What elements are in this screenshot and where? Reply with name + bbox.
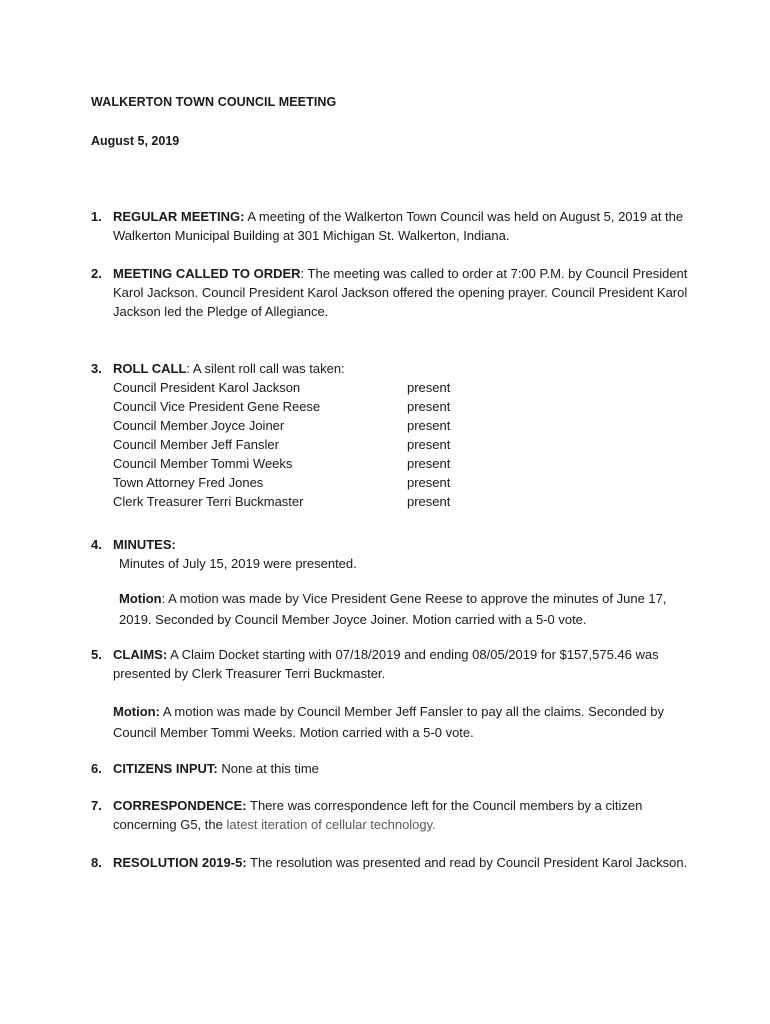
item-heading: CORRESPONDENCE: (113, 798, 247, 813)
motion-label: Motion (119, 591, 162, 606)
roll-call-list (113, 378, 691, 511)
roll-name: Clerk Treasurer Terri Buckmaster (113, 494, 304, 509)
roll-name: Council Member Jeff Fansler (113, 437, 279, 452)
item-number: 1. (91, 209, 102, 224)
item-number: 2. (91, 266, 102, 281)
roll-status: present (407, 380, 451, 395)
item-body (113, 359, 691, 378)
roll-status: present (407, 418, 451, 433)
roll-status: present (407, 494, 451, 509)
item-heading: MEETING CALLED TO ORDER (113, 266, 301, 281)
item-number: 4. (91, 537, 102, 552)
item-number: 7. (91, 798, 102, 813)
minutes-motion (119, 588, 689, 630)
item-number: 3. (91, 361, 102, 376)
item-body (113, 759, 691, 778)
item-text: A meeting of the Walkerton Town Council was held on August 5, 2019 at the Walkerton Municipal Building at 301 Michigan St. Walkerton, Indiana. (113, 209, 684, 243)
roll-row (113, 397, 691, 416)
item-minutes (91, 535, 691, 630)
item-number: 8. (91, 855, 102, 870)
minutes-text: Minutes of July 15, 2019 were presented. (119, 556, 357, 571)
roll-name: Council President Karol Jackson (113, 380, 301, 395)
item-claims (91, 645, 691, 743)
item-heading: REGULAR MEETING: (113, 209, 245, 224)
roll-row (113, 492, 691, 511)
item-body (113, 264, 691, 321)
item-text: A Claim Docket starting with 07/18/2019 and ending 08/05/2019 for $157,575.46 was presented by Clerk Treasurer Terri Buckmaster. (113, 647, 659, 681)
roll-row (113, 435, 691, 454)
item-resolution (91, 853, 691, 872)
item-body (113, 645, 691, 683)
item-regular-meeting (91, 207, 691, 245)
item-body (113, 853, 691, 872)
item-text: : The meeting was called to order at 7:00 P.M. by Council President Karol Jackson. Council President Karol Jackson offered the opening prayer. Council President Karol Jackson led the Pledge of Allegiance. (113, 266, 688, 319)
roll-row (113, 416, 691, 435)
motion-text: : A motion was made by Vice President Gene Reese to approve the minutes of June 17, 2019. Seconded by Council Member Joyce Joiner. Motion carried with a 5-0 vote. (119, 591, 667, 627)
item-text-muted: latest iteration of cellular technology. (226, 817, 436, 832)
item-number: 6. (91, 761, 102, 776)
item-roll-call (91, 359, 691, 511)
item-heading: RESOLUTION 2019-5: (113, 855, 247, 870)
item-heading: MINUTES: (113, 537, 176, 552)
item-heading: CITIZENS INPUT: (113, 761, 218, 776)
motion-text: A motion was made by Council Member Jeff Fansler to pay all the claims. Seconded by Council Member Tommi Weeks. Motion carried with a 5-0 vote. (113, 704, 665, 740)
item-heading: ROLL CALL (113, 361, 187, 376)
roll-name: Council Member Tommi Weeks (113, 456, 293, 471)
meeting-date: August 5, 2019 (91, 134, 180, 148)
roll-name: Town Attorney Fred Jones (113, 475, 264, 490)
item-body (113, 796, 691, 834)
item-heading: CLAIMS: (113, 647, 168, 662)
document-title: WALKERTON TOWN COUNCIL MEETING (91, 95, 337, 109)
item-body (113, 535, 691, 554)
roll-row (113, 454, 691, 473)
item-body (113, 207, 691, 245)
item-meeting-called-to-order (91, 264, 691, 321)
roll-status: present (407, 456, 451, 471)
roll-status: present (407, 399, 451, 414)
roll-status: present (407, 437, 451, 452)
item-text: : A silent roll call was taken: (186, 361, 345, 376)
roll-row (113, 378, 691, 397)
motion-label: Motion: (113, 704, 160, 719)
roll-status: present (407, 475, 451, 490)
item-citizens-input (91, 759, 691, 778)
item-text: There was correspondence left for the Council members by a citizen concerning G5, the (113, 798, 643, 832)
item-text: The resolution was presented and read by Council President Karol Jackson. (246, 855, 688, 870)
item-text: None at this time (217, 761, 319, 776)
item-number: 5. (91, 647, 102, 662)
claims-motion (113, 701, 688, 743)
item-correspondence (91, 796, 691, 834)
roll-name: Council Member Joyce Joiner (113, 418, 285, 433)
roll-name: Council Vice President Gene Reese (113, 399, 321, 414)
roll-row (113, 473, 691, 492)
